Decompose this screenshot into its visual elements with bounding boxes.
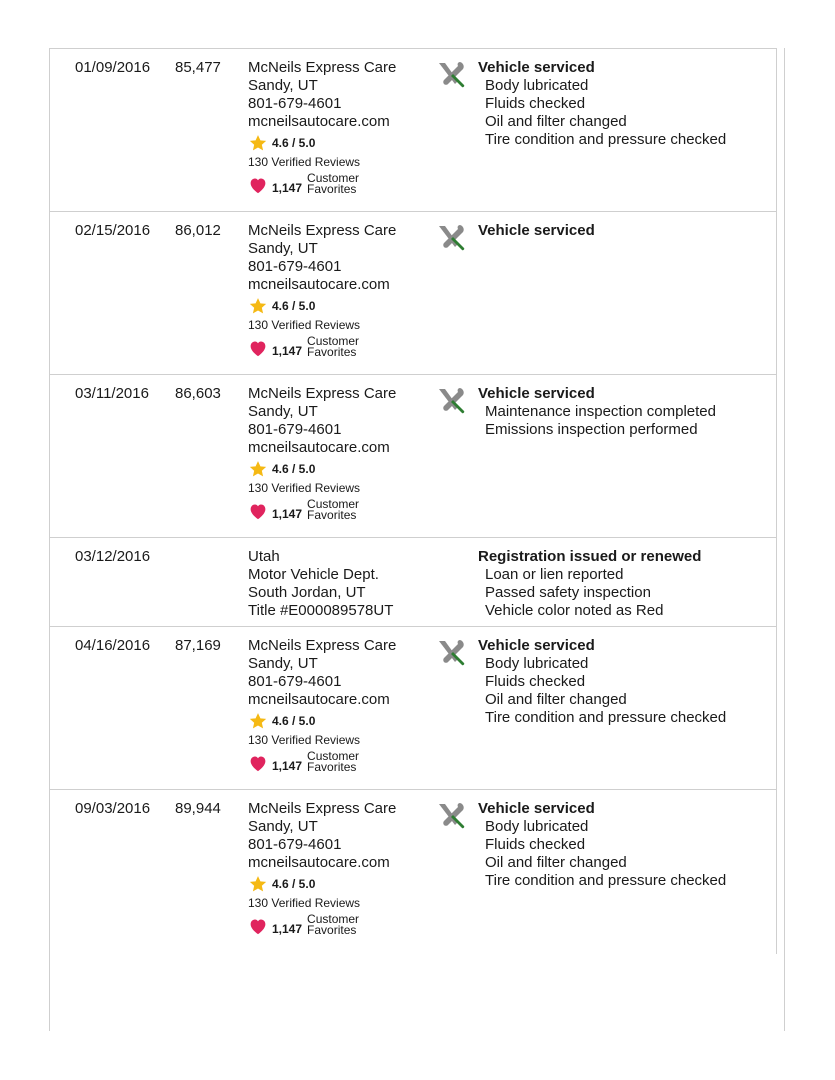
source-line: mcneilsautocare.com [248,854,390,871]
record-source [248,385,433,526]
record-date: 04/16/2016 [75,637,151,654]
source-line: Utah [248,548,280,565]
verified-reviews: 130 Verified Reviews [248,318,361,332]
verified-reviews: 130 Verified Reviews [248,733,361,747]
service-tools-icon [436,385,466,415]
rating-value: 4.6 / 5.0 [272,136,316,150]
shop-rating [248,711,433,731]
event-item: Body lubricated [485,818,589,835]
source-line: South Jordan, UT [248,584,366,601]
source-line: McNeils Express Care [248,385,397,402]
heart-icon [248,754,268,772]
customer-favorites [248,333,433,363]
event-item: Fluids checked [485,836,586,853]
service-tools-icon [436,222,466,252]
history-record [50,790,776,953]
source-line: Title #E000089578UT [248,602,394,619]
rating-value: 4.6 / 5.0 [272,299,316,313]
source-line: Motor Vehicle Dept. [248,566,379,583]
shop-rating [248,459,433,479]
favorites-label: Customer Favorites [307,334,360,359]
source-line: mcneilsautocare.com [248,276,390,293]
favorites-label: Customer Favorites [307,171,360,196]
customer-favorites [248,911,433,941]
source-line: McNeils Express Care [248,637,397,654]
event-item: Body lubricated [485,77,589,94]
table-right-border [776,48,777,954]
event-item: Body lubricated [485,655,589,672]
event-item: Passed safety inspection [485,584,651,601]
event-items [478,77,768,149]
star-icon [248,296,268,316]
record-details [478,800,768,890]
event-items [478,655,768,727]
source-line: Sandy, UT [248,77,318,94]
event-item: Fluids checked [485,673,586,690]
star-icon [248,874,268,894]
record-details [478,637,768,727]
favorites-label: Customer Favorites [307,749,360,774]
source-line: Sandy, UT [248,403,318,420]
event-item: Maintenance inspection completed [485,403,716,420]
source-line: mcneilsautocare.com [248,691,390,708]
record-date: 02/15/2016 [75,222,151,239]
source-line: McNeils Express Care [248,800,397,817]
event-item: Tire condition and pressure checked [485,709,727,726]
rating-value: 4.6 / 5.0 [272,877,316,891]
heart-icon [248,176,268,194]
event-items [478,818,768,890]
event-item: Tire condition and pressure checked [485,872,727,889]
event-title: Vehicle serviced [478,800,595,817]
event-item: Oil and filter changed [485,691,627,708]
record-mileage: 85,477 [175,59,221,76]
event-item: Oil and filter changed [485,854,627,871]
favorites-label: Customer Favorites [307,497,360,522]
source-line: Sandy, UT [248,655,318,672]
favorites-count: 1,147 [272,759,303,773]
customer-favorites [248,748,433,778]
source-line: McNeils Express Care [248,59,397,76]
record-date: 09/03/2016 [75,800,151,817]
favorites-count: 1,147 [272,507,303,521]
rating-value: 4.6 / 5.0 [272,714,316,728]
history-record [50,212,776,375]
shop-rating [248,296,433,316]
service-tools-icon [436,800,466,830]
customer-favorites [248,496,433,526]
star-icon [248,133,268,153]
event-title: Registration issued or renewed [478,548,702,565]
source-line: Sandy, UT [248,818,318,835]
record-source [248,222,433,363]
source-line: 801-679-4601 [248,258,342,275]
customer-favorites [248,170,433,200]
record-details [478,222,768,240]
history-record [50,49,776,212]
record-mileage: 89,944 [175,800,221,817]
verified-reviews: 130 Verified Reviews [248,896,361,910]
service-tools-icon [436,59,466,89]
favorites-label: Customer Favorites [307,912,360,937]
event-item: Tire condition and pressure checked [485,131,727,148]
record-date: 01/09/2016 [75,59,151,76]
verified-reviews: 130 Verified Reviews [248,481,361,495]
history-record [50,538,776,627]
event-title: Vehicle serviced [478,59,595,76]
star-icon [248,459,268,479]
event-item: Oil and filter changed [485,113,627,130]
record-details [478,548,768,620]
event-item: Emissions inspection performed [485,421,698,438]
source-line: 801-679-4601 [248,95,342,112]
history-record [50,375,776,538]
shop-rating [248,874,433,894]
record-source [248,800,433,941]
source-line: 801-679-4601 [248,836,342,853]
record-mileage: 86,603 [175,385,221,402]
record-source [248,637,433,778]
service-tools-icon [436,637,466,667]
source-line: 801-679-4601 [248,673,342,690]
source-line: McNeils Express Care [248,222,397,239]
event-item: Fluids checked [485,95,586,112]
favorites-count: 1,147 [272,181,303,195]
heart-icon [248,502,268,520]
record-source [248,59,433,200]
history-record [50,627,776,790]
source-line: mcneilsautocare.com [248,113,390,130]
record-date: 03/11/2016 [75,385,149,402]
event-items [478,403,768,439]
event-title: Vehicle serviced [478,637,595,654]
shop-rating [248,133,433,153]
event-item: Vehicle color noted as Red [485,602,664,619]
record-details [478,385,768,439]
source-line: 801-679-4601 [248,421,342,438]
heart-icon [248,339,268,357]
favorites-count: 1,147 [272,344,303,358]
source-line: mcneilsautocare.com [248,439,390,456]
source-line: Sandy, UT [248,240,318,257]
heart-icon [248,917,268,935]
star-icon [248,711,268,731]
record-mileage: 86,012 [175,222,221,239]
verified-reviews: 130 Verified Reviews [248,155,361,169]
event-title: Vehicle serviced [478,222,595,239]
service-history-table [50,49,776,953]
event-items [478,566,768,620]
record-source [248,548,433,620]
event-item: Loan or lien reported [485,566,624,583]
record-date: 03/12/2016 [75,548,151,565]
record-mileage: 87,169 [175,637,221,654]
record-details [478,59,768,149]
favorites-count: 1,147 [272,922,303,936]
page-right-border [784,48,785,1031]
rating-value: 4.6 / 5.0 [272,462,316,476]
event-title: Vehicle serviced [478,385,595,402]
